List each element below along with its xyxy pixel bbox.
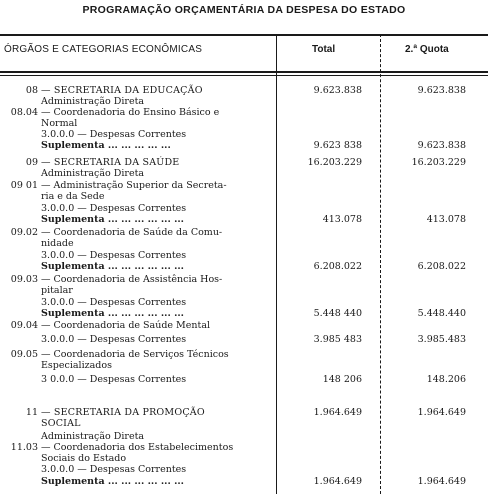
table-row [0, 297, 488, 308]
row-description: 3.0.0.0 — Despesas Correntes [41, 203, 187, 214]
table-row [0, 431, 488, 442]
table-row [0, 261, 488, 272]
header-bottom-rule-thin [0, 75, 488, 76]
table-row [0, 191, 488, 202]
row-description: Normal [41, 118, 78, 129]
row-description: Administração Direta [41, 168, 145, 179]
row-description: Especializados [41, 360, 112, 371]
table-row [0, 334, 488, 345]
row-code: 08 [25, 85, 38, 96]
row-description: Sociais do Estado [41, 453, 127, 464]
row-quota-value: 1.964.649 [417, 407, 466, 418]
row-description: pitalar [41, 285, 73, 296]
table-row [0, 464, 488, 475]
row-description: — Coordenadoria dos Estabelecimentos [41, 442, 234, 453]
table-row [0, 349, 488, 360]
row-description: 3.0.0.0 — Despesas Correntes [41, 334, 187, 345]
table-row [0, 238, 488, 249]
row-quota-value: 9.623.838 [417, 140, 466, 151]
row-code: 09 [25, 157, 38, 168]
row-description: — Coordenadoria de Saúde da Comu- [41, 227, 223, 238]
header-top-rule [0, 34, 488, 36]
table-row [0, 180, 488, 191]
table-row [0, 285, 488, 296]
row-code: 09.02 [10, 227, 38, 238]
row-code: 11.03 [10, 442, 38, 453]
row-total-value: 9.623 838 [313, 140, 362, 151]
row-total-value: 413.078 [322, 214, 362, 225]
row-description: Suplementa ... ... ... ... ... ... [41, 214, 184, 225]
row-total-value: 1.964.649 [313, 407, 362, 418]
column-header-quota: 2.ª Quota [405, 44, 449, 55]
row-code: 08.04 [10, 107, 38, 118]
row-code: 09.03 [10, 274, 38, 285]
table-row [0, 360, 488, 371]
row-total-value: 148 206 [322, 374, 362, 385]
row-code: 09.05 [10, 349, 38, 360]
table-row [0, 274, 488, 285]
row-quota-value: 413.078 [426, 214, 466, 225]
row-description: — Administração Superior da Secreta- [41, 180, 227, 191]
table-row [0, 157, 488, 168]
column-header-organs: ÓRGÃOS E CATEGORIAS ECONÔMICAS [4, 44, 203, 55]
row-description: — Coordenadoria de Serviços Técnicos [41, 349, 229, 360]
row-total-value: 9.623.838 [313, 85, 362, 96]
table-row [0, 118, 488, 129]
table-row [0, 453, 488, 464]
table-row [0, 85, 488, 96]
page-title: PROGRAMAÇÃO ORÇAMENTÁRIA DA DESPESA DO ESTADO [82, 4, 406, 16]
row-quota-value: 9.623.838 [417, 85, 466, 96]
header-bottom-rule [0, 71, 488, 73]
column-header-total: Total [312, 44, 336, 55]
row-code: 09 01 [10, 180, 38, 191]
row-total-value: 1.964.649 [313, 476, 362, 487]
row-description: — SECRETARIA DA PROMOÇÃO [41, 407, 205, 418]
row-quota-value: 5.448.440 [417, 308, 466, 319]
row-description: — SECRETARIA DA EDUCAÇÃO [41, 85, 203, 96]
table-row [0, 374, 488, 385]
row-code: 11 [25, 407, 38, 418]
row-description: — Coordenadoria de Assistência Hos- [41, 274, 223, 285]
row-description: Suplementa ... ... ... ... ... [41, 140, 171, 151]
table-row [0, 96, 488, 107]
row-total-value: 5.448 440 [313, 308, 362, 319]
row-code: 09.04 [10, 320, 38, 331]
row-description: Suplementa ... ... ... ... ... ... [41, 476, 184, 487]
table-row [0, 250, 488, 261]
table-row [0, 476, 488, 487]
row-description: Administração Direta [41, 96, 145, 107]
row-total-value: 16.203.229 [307, 157, 362, 168]
row-description: — Coordenadoria do Ensino Básico e [41, 107, 220, 118]
table-row [0, 407, 488, 418]
row-description: 3.0.0.0 — Despesas Correntes [41, 250, 187, 261]
row-description: Suplementa ... ... ... ... ... ... [41, 308, 184, 319]
table-row [0, 214, 488, 225]
row-description: 3.0.0.0 — Despesas Correntes [41, 464, 187, 475]
row-quota-value: 6.208.022 [417, 261, 466, 272]
row-description: Administração Direta [41, 431, 145, 442]
row-quota-value: 148.206 [426, 374, 466, 385]
row-description: ria e da Sede [41, 191, 105, 202]
row-description: Suplementa ... ... ... ... ... ... [41, 261, 184, 272]
table-row [0, 140, 488, 151]
row-description: 3.0.0.0 — Despesas Correntes [41, 297, 187, 308]
table-row [0, 442, 488, 453]
row-description: 3 0.0.0 — Despesas Correntes [41, 374, 187, 385]
table-row [0, 168, 488, 179]
row-quota-value: 1.964.649 [417, 476, 466, 487]
row-description: — Coordenadoria de Saúde Mental [41, 320, 211, 331]
table-row [0, 320, 488, 331]
table-row [0, 203, 488, 214]
table-row [0, 308, 488, 319]
row-quota-value: 16.203.229 [411, 157, 466, 168]
row-description: SOCIAL [41, 418, 81, 429]
table-row [0, 107, 488, 118]
row-quota-value: 3.985.483 [417, 334, 466, 345]
row-description: — SECRETARIA DA SAÚDE [41, 157, 180, 168]
row-total-value: 3.985 483 [313, 334, 362, 345]
table-row [0, 129, 488, 140]
row-description: 3.0.0.0 — Despesas Correntes [41, 129, 187, 140]
row-total-value: 6.208.022 [313, 261, 362, 272]
table-row [0, 418, 488, 429]
row-description: nidade [41, 238, 74, 249]
table-row [0, 227, 488, 238]
